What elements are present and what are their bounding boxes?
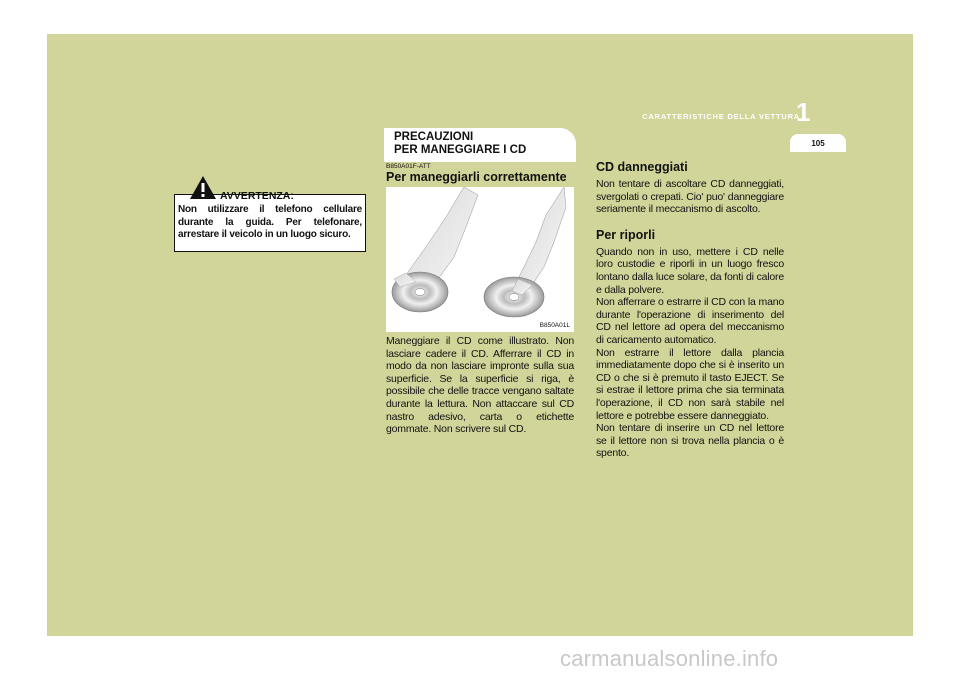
section-title-line2: PER MANEGGIARE I CD [394,144,527,156]
storage-text-4: Non tentare di inserire un CD nel lettore se il lettore non si trova nella plancia o è spento. [596,422,784,460]
left-column [174,188,366,252]
storage-text-2: Non afferrare o estrarre il CD con la mano durante l'operazione di inserimento del CD nel lettore ad opera del meccanismo di caricamento automatico. [596,296,784,346]
chapter-number: 1 [796,97,811,127]
damaged-cd-text: Non tentare di ascoltare CD danneggiati, svergolati o crepati. Cio' puo' danneggiare seriamente il meccanismo di ascolto. [596,178,784,216]
warning-title: AVVERTENZA: [220,190,294,202]
section-title-line1: PRECAUZIONI [394,131,474,143]
warning-text: Non utilizzare il telefono cellulare durante la guida. Per telefonare, arrestare il veicolo in un luogo sicuro. [178,204,362,240]
storage-heading: Per riporli [596,227,656,242]
storage-text-3: Non estrarre il lettore dalla plancia immediatamente dopo che si è inserito un CD o che si è premuto il tasto EJECT. Se si estrae il lettore prima che sia terminata l'operazione, il CD non sarà stabile nel lettore e potrebbe essere danneggiato. [596,346,784,422]
cd-handling-illustration [386,187,574,332]
section-title [394,131,526,157]
right-column [596,160,784,460]
storage-text-1: Quando non in uso, mettere i CD nelle loro custodie e riporli in un luogo fresco lontano dalla luce solare, da fonti di calore e dalla polvere. [596,245,784,296]
damaged-cd-heading: CD danneggiati [596,160,688,174]
section-header: CARATTERISTICHE DELLA VETTURA [642,112,800,121]
illustration-code: B850A01L [539,322,570,329]
handling-instructions-text: Maneggiare il CD come illustrato. Non lasciare cadere il CD. Afferrare il CD in modo da non lasciare impronte sulla sua superficie. Se la superficie si riga, è possibile che delle tracce vengano saltate durante la lettura. Non attaccare sul CD nastro adesivo, carta o etichette gommate. Non scrivere sul CD. [386,335,574,436]
page-number: 105 [811,139,825,148]
watermark: carmanualsonline.info [560,646,779,671]
reference-code: B850A01F-ATT [386,163,431,170]
hands-holding-cd-image [386,187,574,332]
warning-box [174,190,366,252]
exclamation-triangle-icon [189,175,217,200]
subsection-title: Per maneggiarli correttamente [386,170,567,184]
